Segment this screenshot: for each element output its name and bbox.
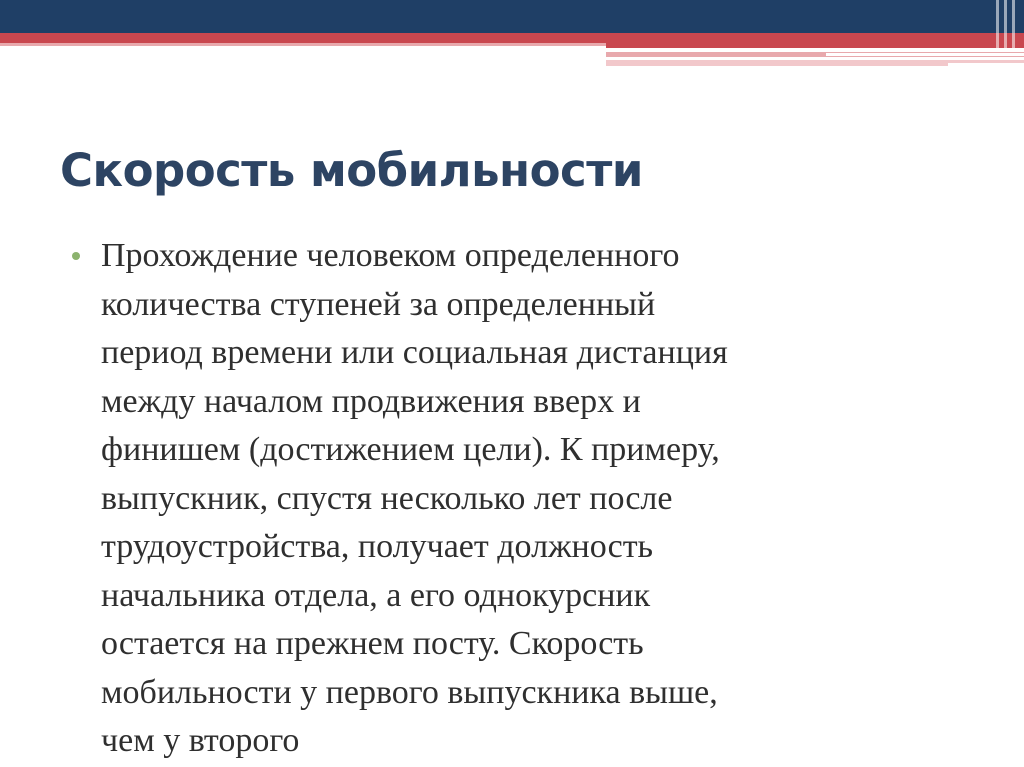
slide-title: Скорость мобильности [60, 144, 643, 197]
bullet-line: количества ступеней за определенный [101, 285, 656, 323]
bullet-text [101, 232, 1001, 766]
bullet-line: трудоустройства, получает должность [101, 528, 654, 565]
bullet-dot-icon [72, 252, 80, 260]
header-red-bar [0, 33, 1024, 43]
header-navy-bar [0, 0, 1024, 33]
bullet-line: остается на прежнем посту. Скорость [101, 625, 644, 662]
header-white-gap [826, 53, 1024, 56]
bullet-line: чем у второго [101, 722, 300, 759]
header-stripe [1012, 0, 1015, 50]
header-stripe [1004, 0, 1007, 50]
header-red-bar-right [606, 43, 1024, 48]
bullet-line: период времени или социальная дистанция [101, 334, 728, 371]
bullet-line: выпускник, спустя несколько лет после [101, 479, 673, 517]
bullet-line: Прохождение человеком определенного [101, 237, 680, 274]
bullet-line: мобильности у первого выпускника выше, [101, 673, 718, 711]
header-pink-line [0, 43, 606, 46]
bullet-line: начальника отдела, а его однокурсник [101, 576, 651, 614]
bullet-line: между началом продвижения вверх и [101, 382, 641, 420]
header-white-gap-2 [948, 63, 1024, 66]
header-stripe [996, 0, 999, 50]
bullet-line: финишем (достижением цели). К примеру, [101, 431, 720, 468]
